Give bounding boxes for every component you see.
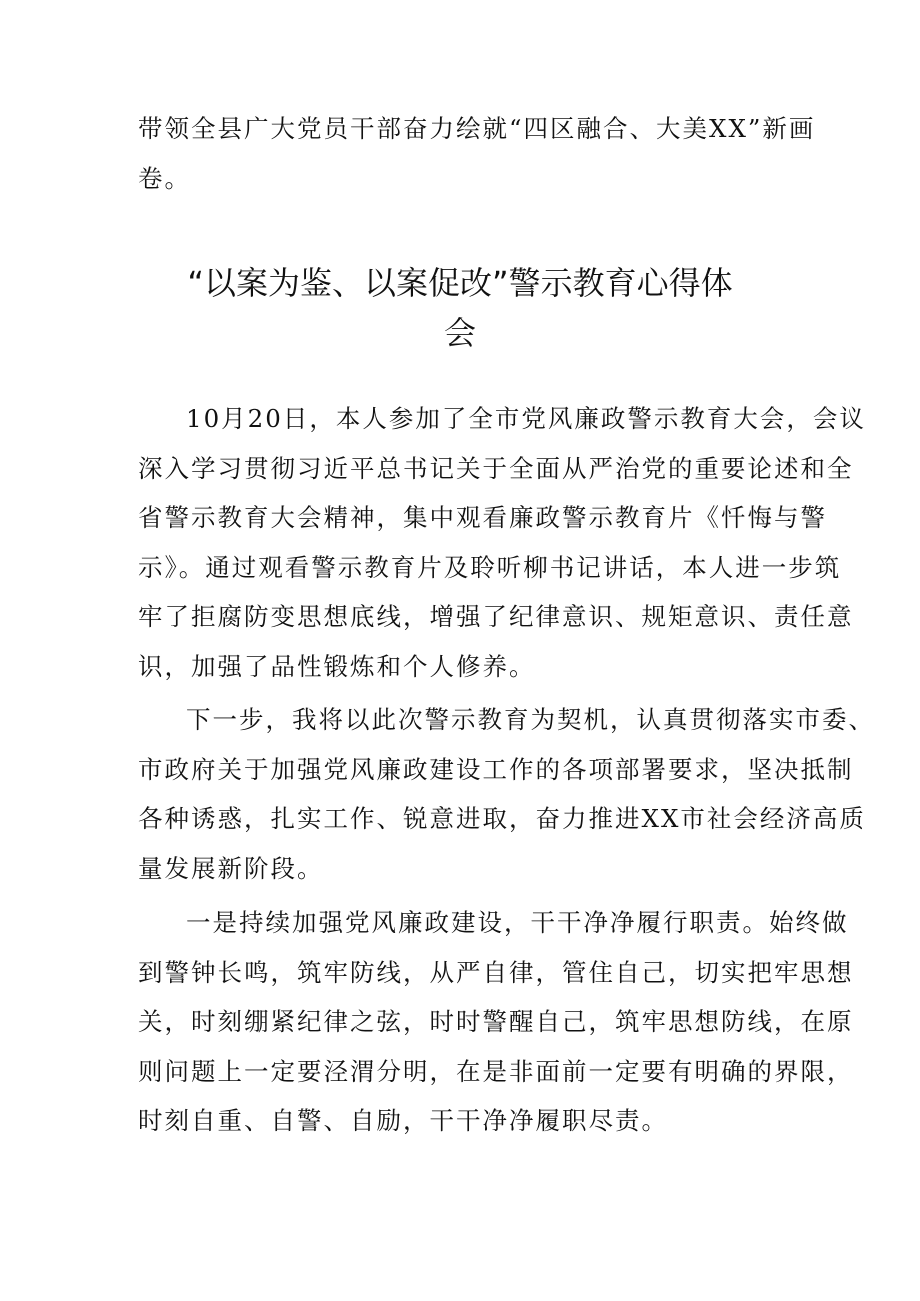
intro-paragraph	[138, 104, 816, 203]
paragraph-2-line: 各种诱惑，扎实工作、锐意进取，奋力推进XX市社会经济高质	[138, 804, 866, 833]
paragraph-3-line: 则问题上一定要泾渭分明，在是非面前一定要有明确的界限，	[138, 1056, 854, 1086]
intro-line-2: 卷。	[138, 163, 191, 193]
paragraph-2-line: 下一步，我将以此次警示教育为契机，认真贯彻落实市委、	[186, 705, 875, 734]
paragraph-1-line: 深入学习贯彻习近平总书记关于全面从严治党的重要论述和全	[138, 453, 854, 483]
title-line-2: 会	[443, 314, 476, 352]
article-title	[100, 258, 820, 358]
paragraph-1-line: 10月20日，本人参加了全市党风廉政警示教育大会，会议	[186, 404, 866, 433]
title-line-1: “以案为鉴、以案促改”警示教育心得体	[187, 264, 733, 302]
paragraph-3-line: 一是持续加强党风廉政建设，干干净净履行职责。始终做	[186, 908, 849, 937]
paragraph-3-line: 关，时刻绷紧纪律之弦，时时警醒自己，筑牢思想防线，在原	[138, 1007, 854, 1036]
paragraph-2-line: 量发展新阶段。	[138, 853, 324, 883]
intro-line-1: 带领全县广大党员干部奋力绘就“四区融合、大美XX”新画	[138, 114, 816, 143]
paragraph-3	[138, 898, 854, 1146]
paragraph-1-line: 省警示教育大会精神，集中观看廉政警示教育片《忏悔与警	[138, 503, 827, 532]
paragraph-2	[138, 695, 875, 893]
paragraph-3-line: 时刻自重、自警、自励，干干净净履职尽责。	[138, 1106, 668, 1135]
paragraph-1-line: 识，加强了品性锻炼和个人修养。	[138, 651, 536, 681]
paragraph-3-line: 到警钟长鸣，筑牢防线，从严自律，管住自己，切实把牢思想	[138, 957, 854, 987]
paragraph-1-line: 示》。通过观看警示教育片及聆听柳书记讲话，本人进一步筑	[138, 552, 842, 582]
paragraph-1-line: 牢了拒腐防变思想底线，增强了纪律意识、规矩意识、责任意	[138, 602, 854, 631]
paragraph-2-line: 市政府关于加强党风廉政建设工作的各项部署要求，坚决抵制	[138, 754, 854, 784]
paragraph-1	[138, 394, 866, 691]
